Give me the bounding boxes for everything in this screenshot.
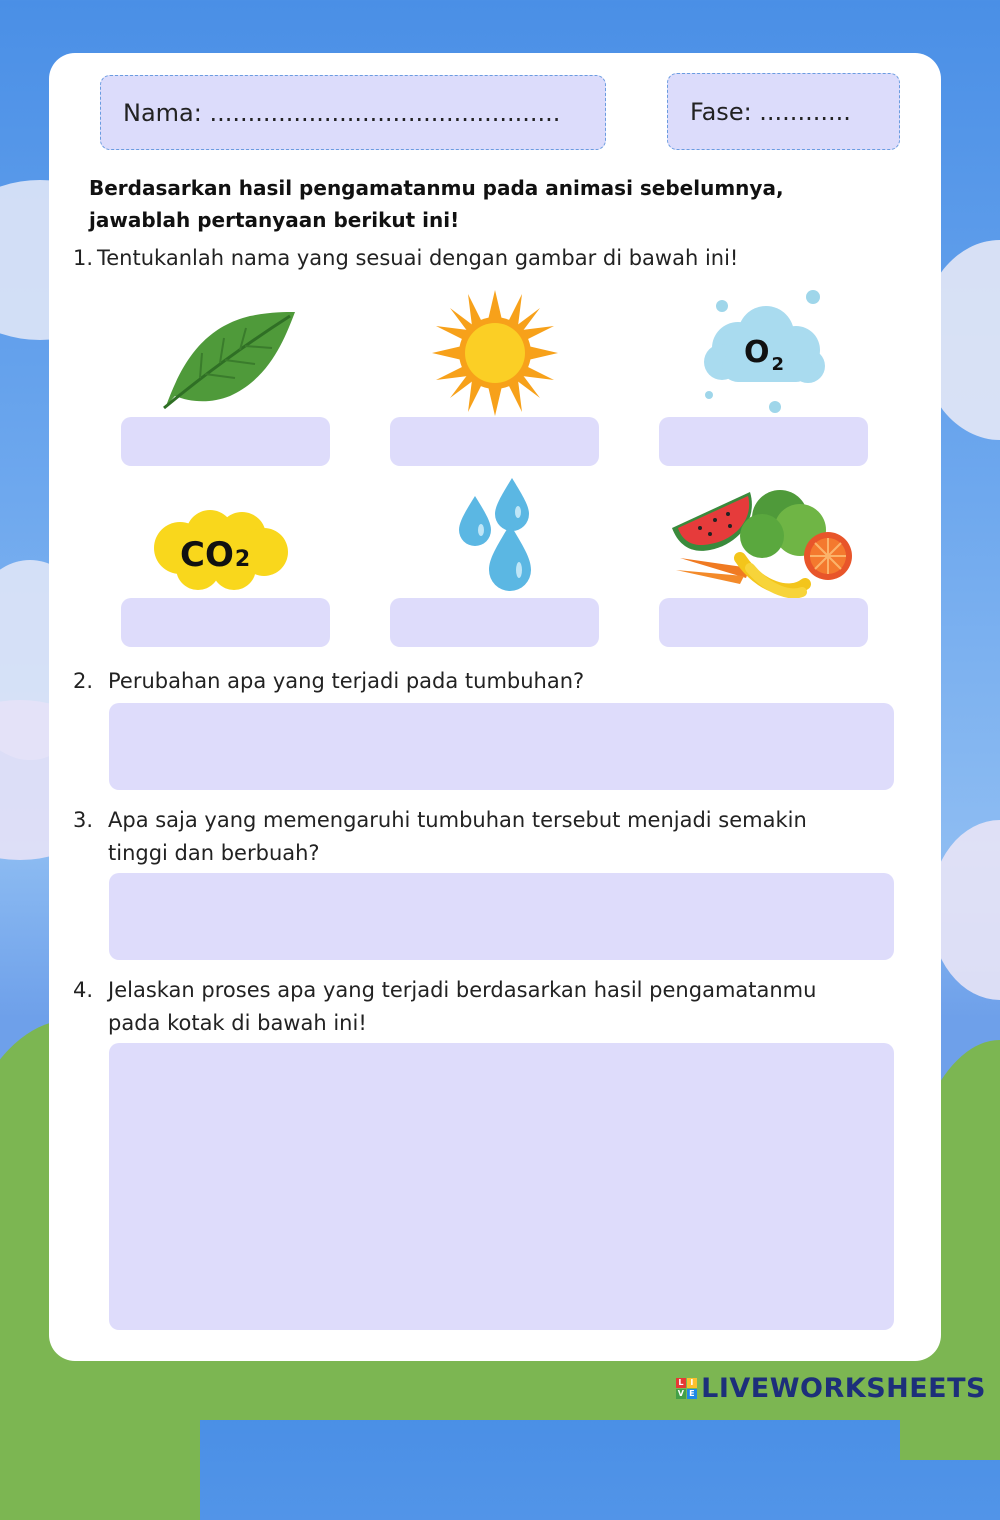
question-text-continued: tinggi dan berbuah? [108, 841, 320, 865]
answer-box-water[interactable] [390, 598, 599, 647]
co2-label: CO [180, 535, 234, 575]
logo-icon: L I V E [676, 1378, 697, 1399]
question-number: 1. [73, 246, 94, 270]
answer-box-carbon-dioxide[interactable] [121, 598, 330, 647]
question-text: Tentukanlah nama yang sesuai dengan gambar di bawah ini! [97, 246, 739, 270]
answer-box-question-4[interactable] [109, 1043, 894, 1330]
answer-box-sun[interactable] [390, 417, 599, 466]
answer-box-leaf[interactable] [121, 417, 330, 466]
co2-subscript: 2 [234, 547, 251, 572]
o2-label: O [744, 335, 770, 370]
instruction-text: Berdasarkan hasil pengamatanmu pada animasi sebelumnya, jawablah pertanyaan berikut ini! [89, 176, 784, 232]
question-text: Apa saja yang memengaruhi tumbuhan tersebut menjadi semakin [108, 808, 807, 832]
question-2 [73, 665, 893, 699]
phase-label: Fase: ............ [690, 97, 851, 126]
question-number: 3. [73, 808, 94, 832]
name-field[interactable] [100, 75, 606, 150]
carbon-dioxide-cloud-image [150, 508, 290, 592]
name-label: Nama: .............................................. [123, 98, 561, 127]
water-drops-image [455, 478, 535, 598]
fruits-vegetables-image [670, 488, 855, 598]
brand-name: LIVEWORKSHEETS [701, 1373, 986, 1404]
question-text-continued: pada kotak di bawah ini! [108, 1011, 367, 1035]
sun-image [432, 290, 558, 416]
question-number: 2. [73, 669, 94, 693]
question-number: 4. [73, 978, 94, 1002]
o2-subscript: 2 [771, 354, 785, 375]
question-4 [73, 974, 893, 1042]
liveworksheets-logo [676, 1373, 986, 1404]
answer-box-question-3[interactable] [109, 873, 894, 960]
answer-box-oxygen[interactable] [659, 417, 868, 466]
oxygen-cloud-image [700, 288, 830, 416]
phase-field[interactable] [667, 73, 900, 150]
answer-box-question-2[interactable] [109, 703, 894, 790]
answer-box-food[interactable] [659, 598, 868, 647]
question-text: Jelaskan proses apa yang terjadi berdasarkan hasil pengamatanmu [108, 978, 817, 1002]
leaf-image [160, 308, 300, 410]
question-1 [73, 242, 873, 276]
question-3 [73, 804, 893, 872]
question-text: Perubahan apa yang terjadi pada tumbuhan? [108, 669, 585, 693]
